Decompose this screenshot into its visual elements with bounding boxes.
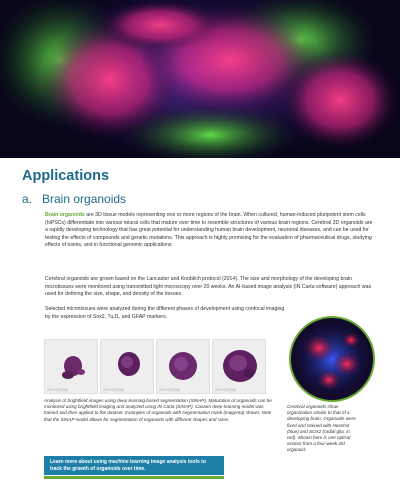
callout-accent-bar bbox=[44, 476, 224, 479]
confocal-micrograph bbox=[291, 318, 373, 400]
organoid-mask bbox=[157, 340, 210, 394]
confocal-caption: Cerebral organoids show organization similar to that of a developing brain. Organoids were fixed and stained with Hoechst (blue) and SOX2 (radial glia, in red). Shown here is one optical section from a four-week old organoid. bbox=[287, 404, 356, 453]
thumbnail-timestamp: 00:00:00 (Day) bbox=[103, 388, 125, 392]
brightfield-thumbnail-strip bbox=[44, 339, 266, 394]
section-heading: Applications bbox=[22, 168, 110, 184]
brightfield-thumbnail bbox=[100, 339, 154, 394]
organoid-micrograph bbox=[0, 0, 400, 158]
thumbnail-timestamp: 00:00:00 (Day) bbox=[215, 388, 237, 392]
brightfield-thumbnail bbox=[212, 339, 266, 394]
subsection-title: Brain organoids bbox=[42, 192, 127, 206]
thumbnail-timestamp: 00:00:00 (Day) bbox=[47, 388, 69, 392]
organoid-mask bbox=[101, 340, 154, 394]
brain-organoids-link[interactable]: Brain organoids bbox=[45, 212, 85, 218]
organoid-mask bbox=[45, 340, 98, 394]
learn-more-callout[interactable]: Learn more about using machine learning image analysis tools to track the growth of organoids over time. bbox=[44, 456, 224, 475]
subsection-letter: a. bbox=[22, 192, 33, 206]
brightfield-caption: Analysis of brightfield images using deep learning-based segmentation (SINAP). Maturation of organoids can be monitored using brightfield imaging and analyzed using IN Carta (SINAP). Custom deep-learning model was trained and then applied to the dataset. Examples of organoids with segmentation mask (magenta) shown. Note that the SINAP model allows for segmentation of organoids with different shapes and sizes. bbox=[44, 398, 272, 422]
confocal-organoid-image bbox=[289, 316, 375, 402]
subsection-heading bbox=[22, 192, 126, 206]
brightfield-thumbnail bbox=[156, 339, 210, 394]
imaging-paragraph: Selected microtissues were analyzed during the different phases of development using confocal imaging by the expression of Sox2, TuJ1, and GFAP markers. bbox=[45, 306, 285, 320]
hero-fluorescence-image bbox=[0, 0, 400, 158]
brightfield-thumbnail bbox=[44, 339, 98, 394]
organoid-mask bbox=[213, 340, 266, 394]
intro-paragraph-text: are 3D tissue models representing one or more regions of the brain. When cultured, human-induced pluripotent stem cells (hiPSCs) differentiate into various neural cells that mature over time to resemble structures of various brain regions. Cerebral 3D organoids are a rapidly developing technology that has great potential for understanding human brain development, neuronal diseases, and can be used for testing the effects of compounds and genetic mutations. This approach is highly promising for the evaluation of pharmaceutical drugs, studying effects of toxins, and in functional genomic applications. bbox=[45, 212, 373, 249]
intro-paragraph bbox=[45, 212, 375, 250]
protocol-paragraph: Cerebral organoids are grown based on the Lancaster and Knoblich protocol (2014). The size and morphology of the developing brain microtissues were monitored using transmitted light microscopy over 20 weeks. An AI-based image analysis (IN Carta software) approach was used for defining the size, shape, and density of the tissues. bbox=[45, 276, 372, 298]
thumbnail-timestamp: 00:00:00 (Day) bbox=[159, 388, 181, 392]
